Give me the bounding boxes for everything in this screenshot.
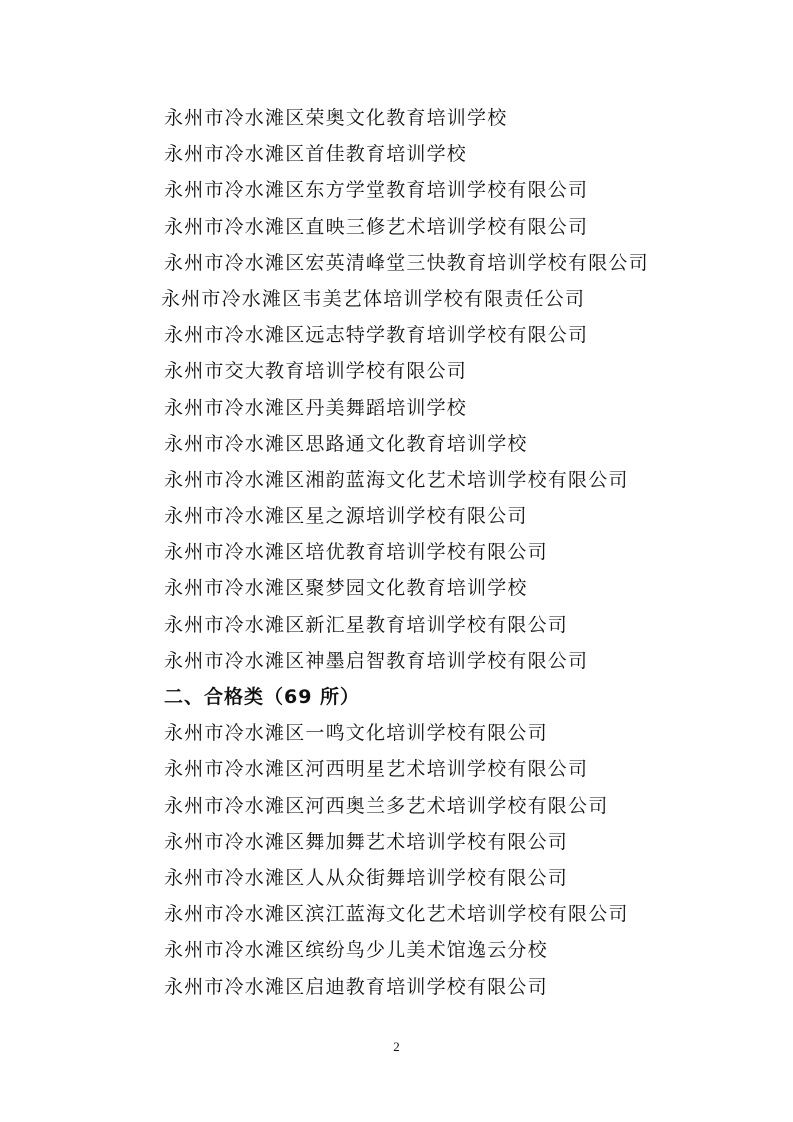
list-item: 永州市冷水滩区韦美艺体培训学校有限责任公司 [161, 287, 586, 310]
list-item: 永州市交大教育培训学校有限公司 [164, 360, 468, 383]
list-item: 永州市冷水滩区星之源培训学校有限公司 [164, 505, 528, 528]
list-item: 永州市冷水滩区河西明星艺术培训学校有限公司 [164, 758, 589, 781]
list-item: 永州市冷水滩区培优教育培训学校有限公司 [164, 541, 548, 564]
list-item: 永州市冷水滩区荣奥文化教育培训学校 [164, 107, 508, 129]
list-item: 永州市冷水滩区启迪教育培训学校有限公司 [164, 975, 548, 998]
list-item: 永州市冷水滩区丹美舞蹈培训学校 [164, 396, 468, 419]
list-item: 永州市冷水滩区思路通文化教育培训学校 [164, 432, 528, 455]
list-item: 永州市冷水滩区湘韵蓝海文化艺术培训学校有限公司 [164, 468, 629, 491]
list-item: 永州市冷水滩区直映三修艺术培训学校有限公司 [164, 215, 589, 238]
list-item: 永州市冷水滩区舞加舞艺术培训学校有限公司 [164, 830, 569, 853]
list-item: 永州市冷水滩区首佳教育培训学校 [164, 143, 468, 166]
page-number: 2 [393, 1039, 400, 1054]
list-item: 永州市冷水滩区滨江蓝海文化艺术培训学校有限公司 [164, 903, 629, 926]
list-item: 永州市冷水滩区东方学堂教育培训学校有限公司 [164, 179, 589, 202]
list-item: 永州市冷水滩区聚梦园文化教育培训学校 [164, 577, 528, 600]
list-item: 永州市冷水滩区新汇星教育培训学校有限公司 [164, 613, 569, 636]
institution-list [161, 100, 724, 1005]
list-item: 永州市冷水滩区一鸣文化培训学校有限公司 [164, 722, 548, 745]
list-item: 永州市冷水滩区神墨启智教育培训学校有限公司 [164, 649, 589, 672]
list-item: 永州市冷水滩区远志特学教育培训学校有限公司 [164, 324, 589, 347]
list-item: 永州市冷水滩区缤纷鸟少儿美术馆逸云分校 [164, 939, 548, 962]
list-item: 永州市冷水滩区人从众街舞培训学校有限公司 [164, 866, 569, 889]
list-item: 永州市冷水滩区宏英清峰堂三快教育培训学校有限公司 [164, 251, 649, 274]
section-heading: 二、合格类（69 所） [164, 686, 361, 708]
list-item: 永州市冷水滩区河西奥兰多艺术培训学校有限公司 [164, 794, 609, 817]
